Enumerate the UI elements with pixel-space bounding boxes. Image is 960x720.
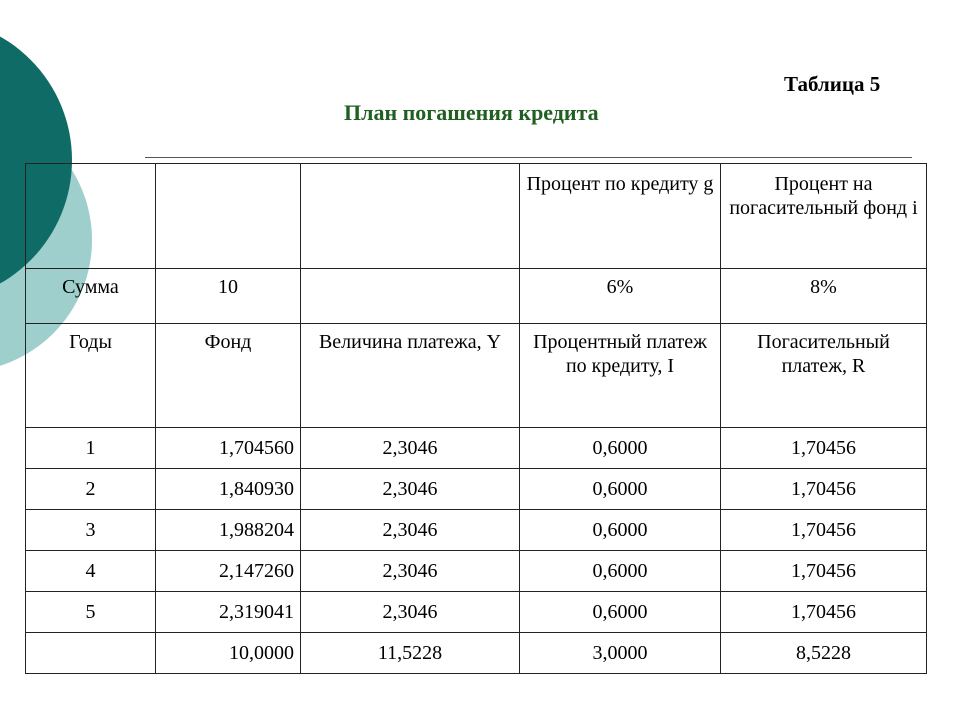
repayment-cell: 1,70456	[721, 510, 927, 551]
year-cell: 5	[26, 592, 156, 633]
year-cell: 2	[26, 469, 156, 510]
credit-rate-header: Процент по кредиту g	[520, 164, 721, 269]
summa-label: Сумма	[26, 269, 156, 324]
fund-cell: 1,840930	[156, 469, 301, 510]
payment-cell: 2,3046	[301, 469, 520, 510]
table-row	[26, 469, 927, 510]
fund-cell: 1,988204	[156, 510, 301, 551]
table-row	[26, 592, 927, 633]
total-repayment-cell: 8,5228	[721, 633, 927, 674]
year-cell: 3	[26, 510, 156, 551]
repayment-cell: 1,70456	[721, 592, 927, 633]
repayment-header: Погасительный платеж, R	[721, 324, 927, 428]
credit-rate-value: 6%	[520, 269, 721, 324]
summa-empty-cell	[301, 269, 520, 324]
year-cell: 1	[26, 428, 156, 469]
table-title: План погашения кредита	[344, 100, 599, 125]
rate-header-row	[26, 164, 927, 269]
table-row	[26, 551, 927, 592]
payment-cell: 2,3046	[301, 551, 520, 592]
fund-cell: 2,319041	[156, 592, 301, 633]
table-row	[26, 428, 927, 469]
summa-row	[26, 269, 927, 324]
table-number-label: Таблица 5	[784, 72, 881, 96]
fund-rate-header: Процент на погасительный фонд i	[721, 164, 927, 269]
total-interest-cell: 3,0000	[520, 633, 721, 674]
header-cell	[26, 164, 156, 269]
interest-cell: 0,6000	[520, 469, 721, 510]
title-divider	[145, 157, 912, 158]
fund-rate-value: 8%	[721, 269, 927, 324]
fund-cell: 2,147260	[156, 551, 301, 592]
repayment-cell: 1,70456	[721, 551, 927, 592]
interest-cell: 0,6000	[520, 510, 721, 551]
fund-cell: 1,704560	[156, 428, 301, 469]
header-cell	[301, 164, 520, 269]
total-empty-cell	[26, 633, 156, 674]
repayment-cell: 1,70456	[721, 428, 927, 469]
total-fund-cell: 10,0000	[156, 633, 301, 674]
header-cell	[156, 164, 301, 269]
column-header-row	[26, 324, 927, 428]
repayment-cell: 1,70456	[721, 469, 927, 510]
payment-cell: 2,3046	[301, 510, 520, 551]
payment-cell: 2,3046	[301, 592, 520, 633]
total-row	[26, 633, 927, 674]
payment-cell: 2,3046	[301, 428, 520, 469]
payment-size-header: Величина платежа, Y	[301, 324, 520, 428]
interest-cell: 0,6000	[520, 428, 721, 469]
fund-header: Фонд	[156, 324, 301, 428]
total-payment-cell: 11,5228	[301, 633, 520, 674]
interest-cell: 0,6000	[520, 592, 721, 633]
years-header: Годы	[26, 324, 156, 428]
summa-value: 10	[156, 269, 301, 324]
interest-cell: 0,6000	[520, 551, 721, 592]
repayment-plan-table	[25, 163, 927, 674]
interest-payment-header: Процентный платеж по кредиту, I	[520, 324, 721, 428]
year-cell: 4	[26, 551, 156, 592]
table-row	[26, 510, 927, 551]
